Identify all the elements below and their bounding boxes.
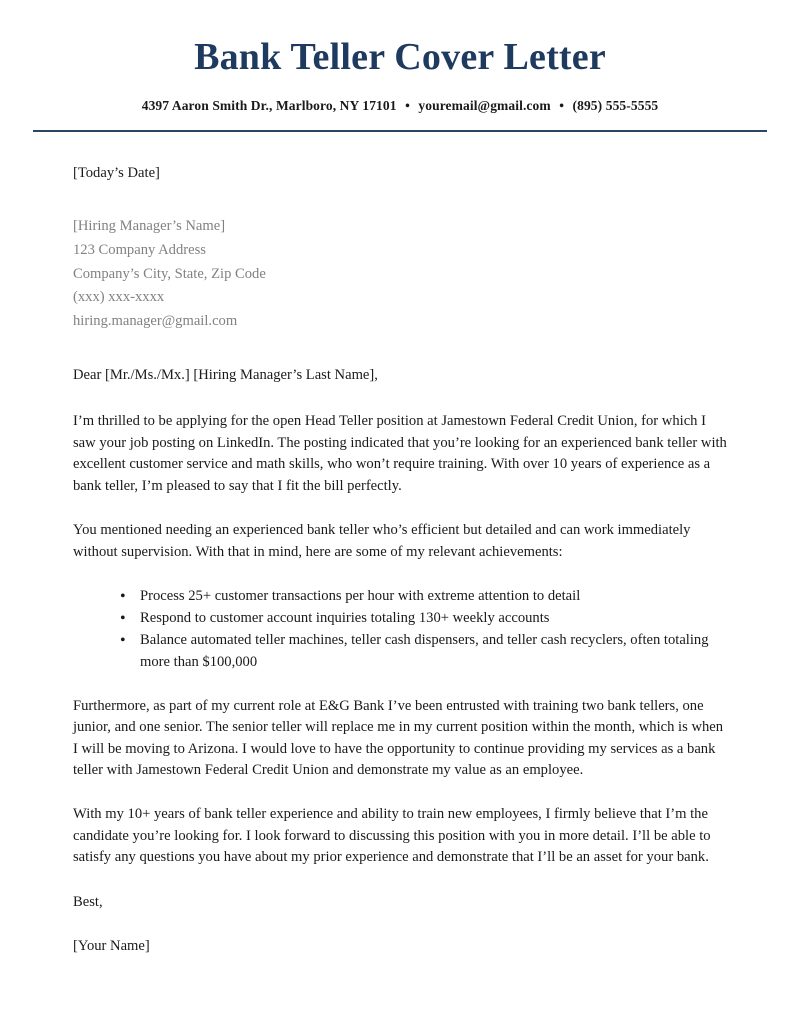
list-item: • Balance automated teller machines, teller cash dispensers, and teller cash recyclers, often totaling more than $100,000	[120, 630, 727, 672]
salutation: Dear [Mr./Ms./Mx.] [Hiring Manager’s Last Name],	[73, 367, 378, 384]
achievements-list	[73, 586, 727, 673]
page-title: Bank Teller Cover Letter	[194, 36, 606, 78]
contact-address: 4397 Aaron Smith Dr., Marlboro, NY 17101	[141, 97, 397, 113]
body-paragraph-3: Furthermore, as part of my current role at E&G Bank I’ve been entrusted with training two bank tellers, one junior, and one senior. The senior teller will replace me in my current position within the month, which is when I will be moving to Arizona. I would love to have the opportunity to continue providing my services as a bank teller with Jamestown Federal Credit Union and demonstrate my value as an employee.	[73, 697, 724, 779]
header-divider	[33, 130, 767, 132]
body-paragraph-2: You mentioned needing an experienced bank teller who’s efficient but detailed and can work immediately without supervision. With that in mind, here are some of my relevant achievements:	[73, 522, 691, 560]
recipient-phone: (xxx) xxx-xxxx	[73, 289, 165, 306]
recipient-name: [Hiring Manager’s Name]	[73, 218, 226, 235]
body-paragraph-1: I’m thrilled to be applying for the open Head Teller position at Jamestown Federal Credit Union, for which I saw your job posting on LinkedIn. The posting indicated that you’re looking for an experienced bank teller with excellent customer service and math skills, who won’t require training. With over 10 years of experience as a bank teller, I’m pleased to say that I fit the bill perfectly.	[73, 413, 727, 494]
contact-email: youremail@gmail.com	[418, 97, 551, 113]
letter-body	[0, 163, 800, 958]
body-paragraph-4: With my 10+ years of bank teller experience and ability to train new employees, I firmly believe that I’m the candidate you’re looking for. I look forward to discussing this position with you in more detail. I’ll be able to satisfy any questions you have about my prior experience and demonstrate that I’ll be an asset for your bank.	[73, 806, 711, 866]
letter-header	[0, 0, 800, 132]
contact-separator-1: •	[405, 97, 410, 113]
signature-line: [Your Name]	[73, 938, 150, 955]
list-item: • Respond to customer account inquiries totaling 130+ weekly accounts	[120, 608, 727, 629]
recipient-city-state-zip: Company’s City, State, Zip Code	[73, 265, 266, 282]
list-item: • Process 25+ customer transactions per hour with extreme attention to detail	[120, 586, 727, 607]
recipient-block	[73, 215, 727, 334]
recipient-address: 123 Company Address	[73, 241, 206, 258]
closing-line: Best,	[73, 893, 103, 910]
contact-phone: (895) 555-5555	[572, 97, 659, 113]
contact-line	[0, 98, 800, 114]
contact-separator-2: •	[559, 97, 565, 113]
date-field: [Today’s Date]	[73, 164, 160, 181]
recipient-email: hiring.manager@gmail.com	[73, 313, 238, 330]
